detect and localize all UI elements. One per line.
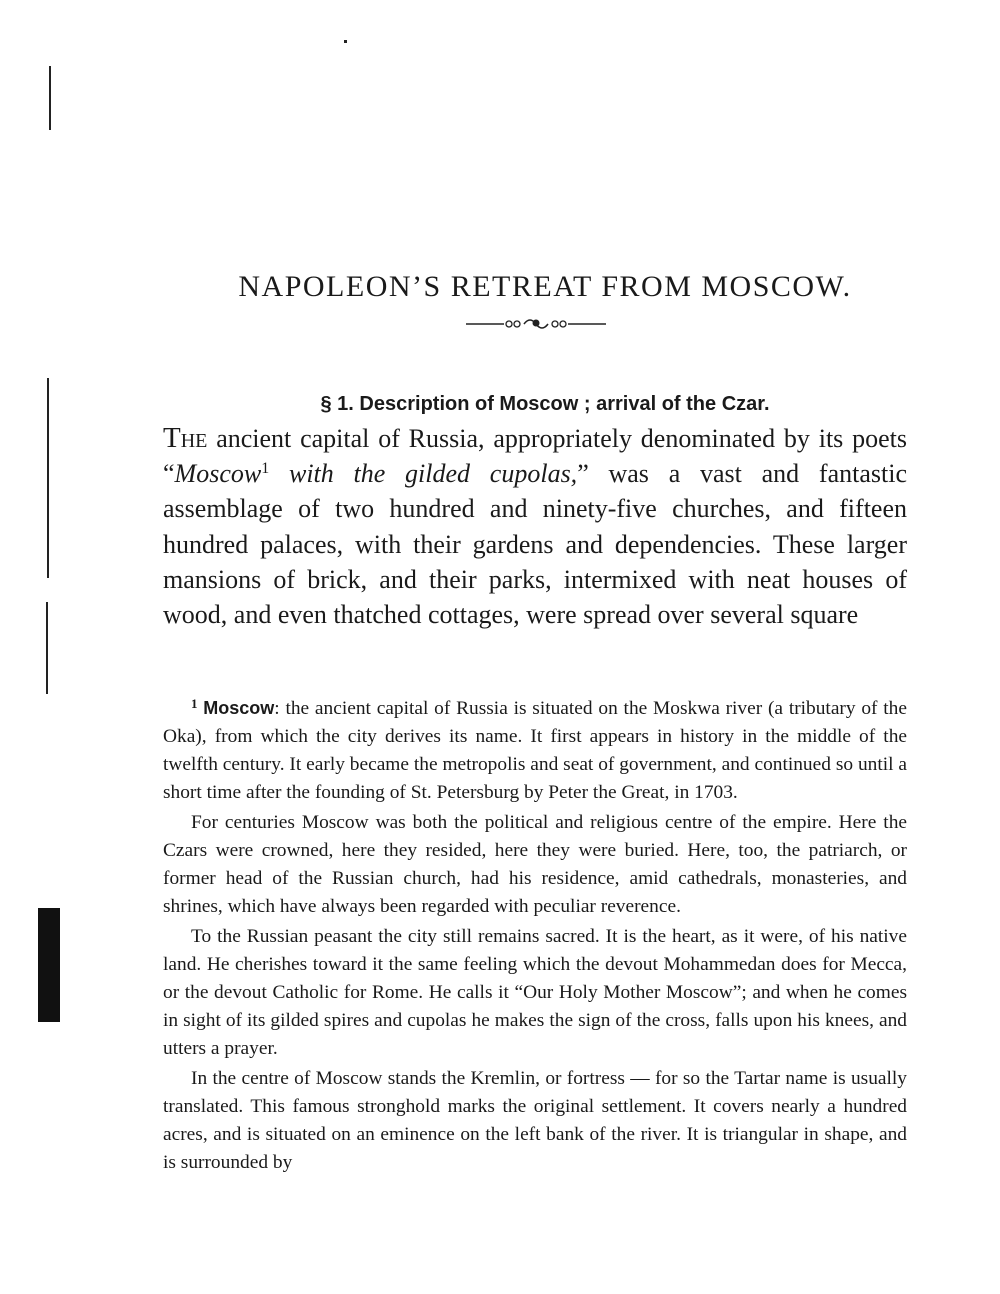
quoted-epithet: with the gilded cupolas, [269, 459, 578, 489]
body-paragraph [163, 421, 907, 632]
drop-word: The [163, 422, 208, 454]
close-quote: ” [577, 459, 589, 489]
section-heading: § 1. Description of Moscow ; arrival of the Czar. [320, 392, 770, 415]
footnote-paragraph [163, 694, 907, 807]
footnote-paragraph: To the Russian peasant the city still remains sacred. It is the heart, as it were, of his native land. He cherishes toward it the same feeling which the devout Mohammedan does for Mecca, or the devout Catholic for Rome. He calls it “Our Holy Mother Moscow”; and when he comes in sight of its gilded spires and cupolas he makes the sign of the cross, falls upon his knees, and utters a prayer. [163, 926, 907, 1059]
scan-artifact [47, 378, 49, 578]
ornament-divider [466, 314, 606, 334]
scan-artifact [38, 908, 60, 1022]
scan-artifact [46, 602, 48, 694]
scan-artifact [49, 66, 51, 130]
footnote-paragraph: For centuries Moscow was both the political and religious centre of the empire. Here the Czars were crowned, here they resided, here they were buried. Here, too, the patriarch, or former head of the Russian church, had his residence, amid cathedrals, monasteries, and shrines, which have always been regarded with peculiar reverence. [163, 812, 907, 917]
footnote-term: Moscow [203, 698, 275, 718]
footnotes [163, 694, 907, 1179]
scan-artifact [344, 40, 347, 43]
quoted-epithet-word: Moscow [174, 459, 262, 489]
footnote-reference: 1 [261, 460, 270, 478]
body-text-segment: was a vast and fantastic assemblage of two hundred and ninety-five churches, and fifteen hundred palaces, with their gardens and dependencies. These larger mansions of brick, and their parks, intermixed with neat houses of wood, and even thatched cottages, were spread over several square [163, 459, 908, 630]
chapter-title: NAPOLEON’S RETREAT FROM MOSCOW. [238, 270, 852, 304]
footnote-paragraph: In the centre of Moscow stands the Kremlin, or fortress — for so the Tartar name is usually translated. This famous stronghold marks the original settlement. It covers nearly a hundred acres, and is situated on an eminence on the left bank of the river. It is triangular in shape, and is surrounded by [163, 1068, 907, 1173]
footnote-marker: 1 [191, 696, 198, 711]
footnote-text: : the ancient capital of Russia is situated on the Moskwa river (a tributary of the Oka), from which the city derives its name. It first appears in history in the middle of the twelfth century. It early became the metropolis and seat of government, and continued so until a short time after the founding of St. Petersburg by Peter the Great, in 1703. [163, 698, 907, 803]
body-text-segment: ancient capital of Russia, appropriately denominated by its poets [207, 424, 907, 453]
open-quote: “ [163, 459, 175, 489]
